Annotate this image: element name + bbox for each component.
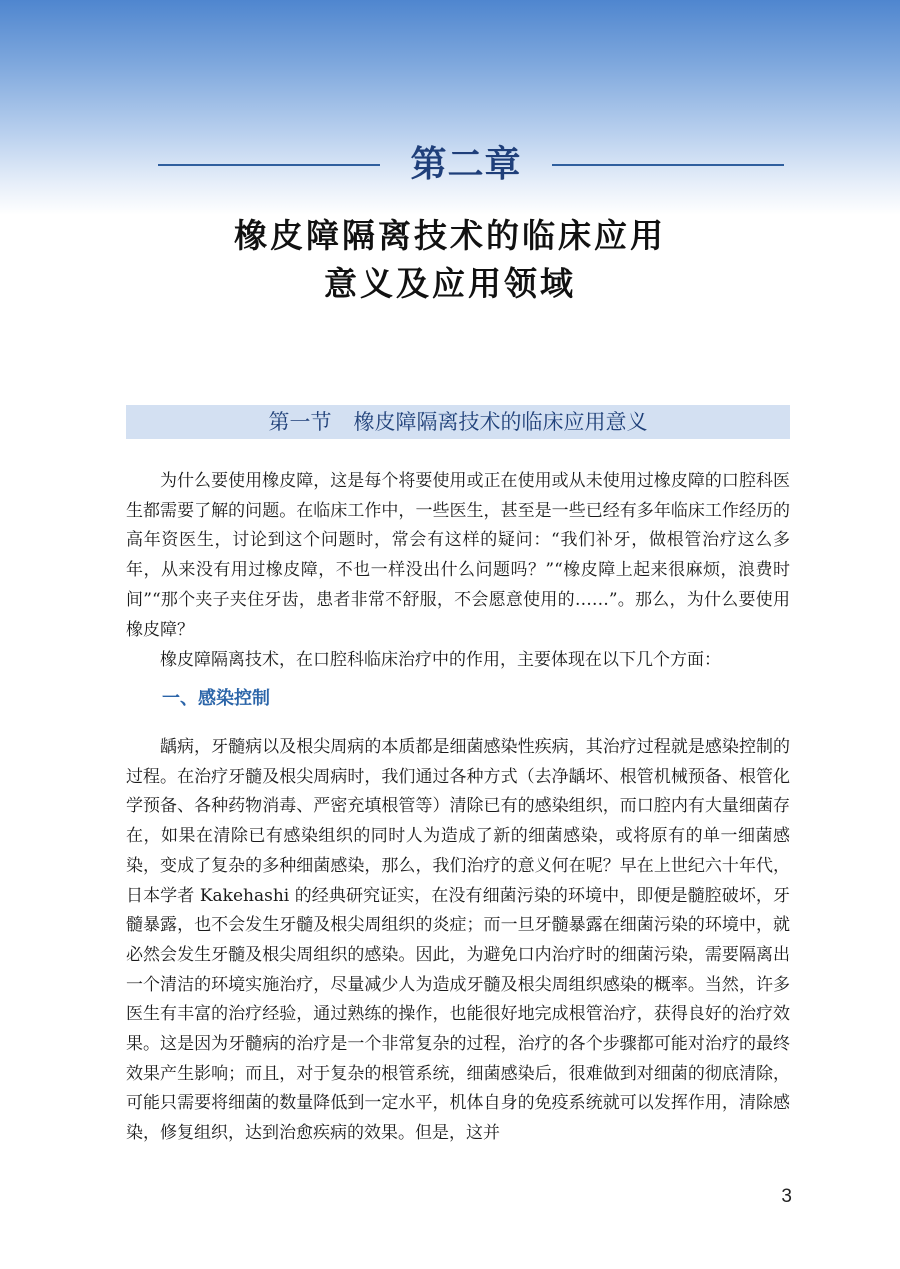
section-heading — [126, 405, 790, 439]
chapter-title — [0, 212, 900, 308]
section-number: 第一节 — [268, 410, 332, 434]
page-number: 3 — [781, 1186, 792, 1207]
chapter-rule-right — [552, 164, 784, 166]
subheading: 一、感染控制 — [162, 688, 270, 709]
chapter-title-line-2: 意义及应用领域 — [324, 264, 576, 303]
chapter-title-line-1: 橡皮障隔离技术的临床应用 — [234, 216, 666, 255]
body-paragraph: 龋病，牙髓病以及根尖周病的本质都是细菌感染性疾病，其治疗过程就是感染控制的过程。在治疗牙髓及根尖周病时，我们通过各种方式（去净龋坏、根管机械预备、根管化学预备、各种药物消毒、严密充填根管等）清除已有的感染组织，而口腔内有大量细菌存在，如果在清除已有感染组织的同时人为造成了新的细菌感染，或将原有的单一细菌感染，变成了复杂的多种细菌感染，那么，我们治疗的意义何在呢？早在上世纪六十年代，日本学者 Kakehashi 的经典研究证实，在没有细菌污染的环境中，即便是髓腔破坏，牙髓暴露，也不会发生牙髓及根尖周组织的炎症；而一旦牙髓暴露在细菌污染的环境中，就必然会发生牙髓及根尖周组织的感染。因此，为避免口内治疗时的细菌污染，需要隔离出一个清洁的环境实施治疗，尽量减少人为造成牙髓及根尖周组织感染的概率。当然，许多医生有丰富的治疗经验，通过熟练的操作，也能很好地完成根管治疗，获得良好的治疗效果。这是因为牙髓病的治疗是一个非常复杂的过程，治疗的各个步骤都可能对治疗的最终效果产生影响；而且，对于复杂的根管系统，细菌感染后，很难做到对细菌的彻底清除，可能只需要将细菌的数量降低到一定水平，机体自身的免疫系统就可以发挥作用，清除感染，修复组织，达到治愈疾病的效果。但是，这并 — [126, 737, 790, 1144]
body-paragraph: 为什么要使用橡皮障，这是每个将要使用或正在使用或从未使用过橡皮障的口腔科医生都需要了解的问题。在临床工作中，一些医生，甚至是一些已经有多年临床工作经历的高年资医生，讨论到这个问题时，常会有这样的疑问：“我们补牙，做根管治疗这么多年，从来没有用过橡皮障，不也一样没出什么问题吗？”“橡皮障上起来很麻烦，浪费时间”“那个夹子夹住牙齿，患者非常不舒服，不会愿意使用的……”。那么，为什么要使用橡皮障？ — [126, 471, 790, 640]
section-title: 橡皮障隔离技术的临床应用意义 — [353, 410, 648, 434]
chapter-heading — [0, 140, 900, 190]
chapter-label: 第二章 — [410, 144, 522, 185]
body-paragraph: 橡皮障隔离技术，在口腔科临床治疗中的作用，主要体现在以下几个方面： — [160, 650, 721, 670]
chapter-rule-left — [158, 164, 380, 166]
